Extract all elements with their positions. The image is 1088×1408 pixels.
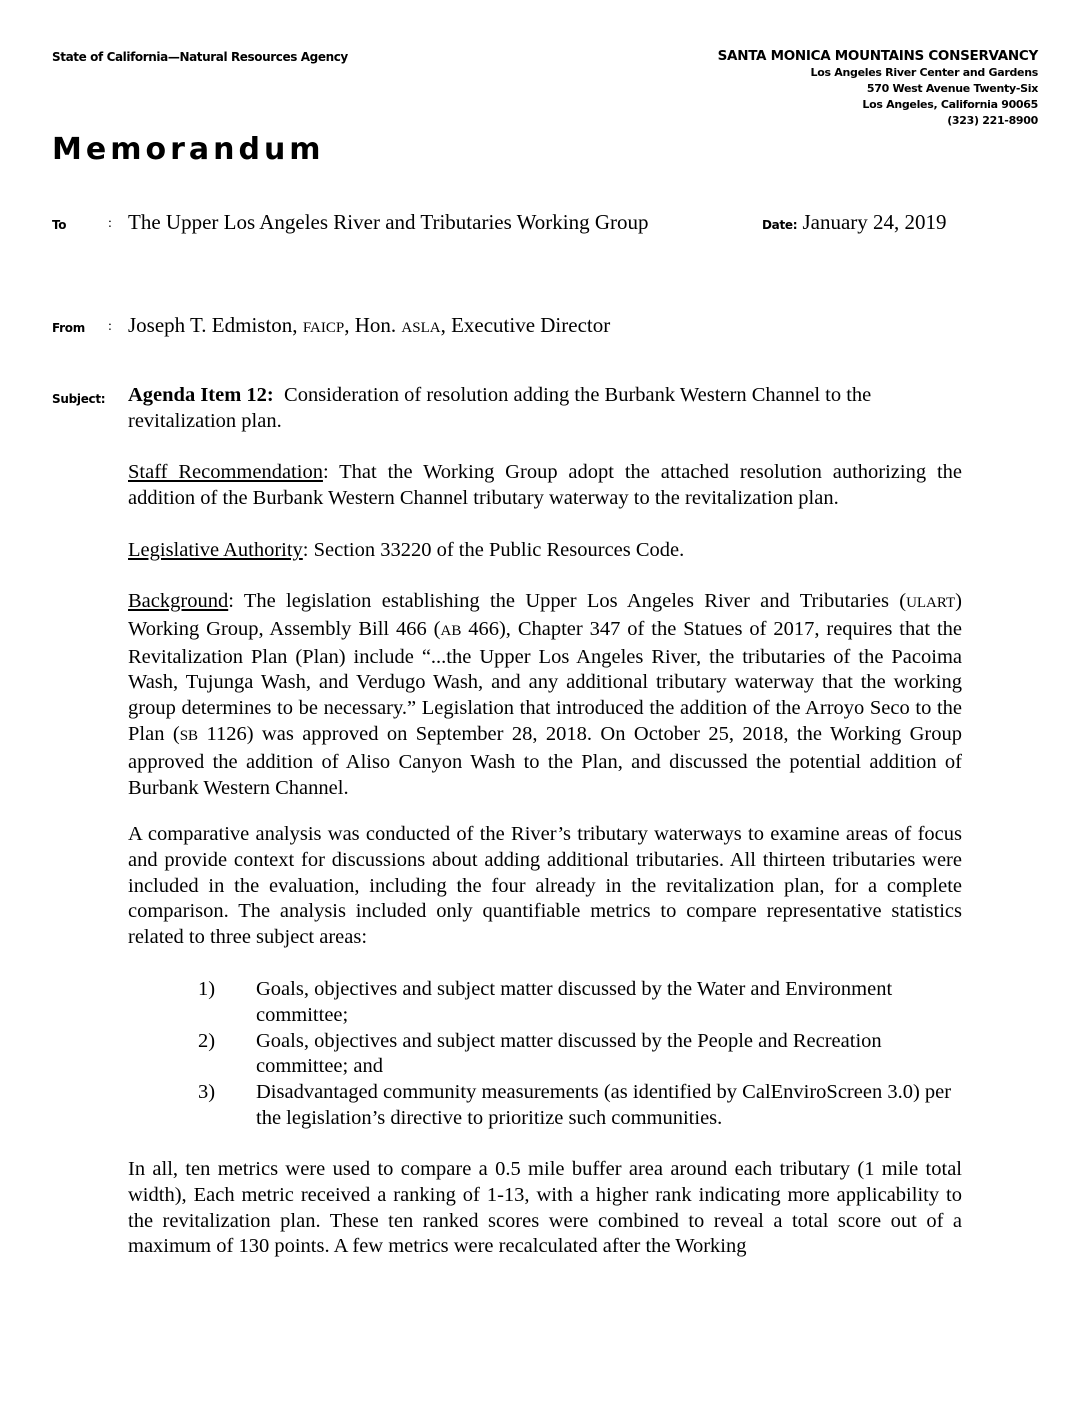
- from-hon: , Hon.: [344, 313, 397, 337]
- ab-abbrev: AB: [440, 622, 462, 639]
- subject-label: Subject:: [52, 392, 106, 406]
- metrics-paragraph: In all, ten metrics were used to compare a 0.5 mile buffer area around each tributary (1 mile total width), Each metric received a ranking of 1-13, with a higher rank indicating more applicability to the revitalization plan. These ten ranked scores were combined to reveal a total score out of a maximum of 130 points. A few metrics were recalculated after the Working: [128, 1158, 962, 1258]
- list-number: 3): [198, 1081, 216, 1104]
- date-value: January 24, 2019: [802, 210, 947, 234]
- from-name: Joseph T. Edmiston,: [128, 313, 298, 337]
- background-text-3: 466), Chapter 347 of the Statues of 2017, requires that the Revitalization Plan (Plan) include “...the Upper Los Angeles River, the tributaries of the Pacoima Wash, Tujunga Wash, and Verdugo Wash, and any additional tributary waterway that the working group determines to be necessary.” Legislation that introduced the addition of the Arroyo Seco to the Plan (: [128, 617, 962, 745]
- ulart-abbrev: ULART: [906, 595, 956, 611]
- subject-areas-list: [198, 977, 962, 1132]
- staff-recommendation: [128, 460, 962, 512]
- background-text-2: ) Working Group, Assembly Bill 466 (: [128, 590, 962, 640]
- legislative-authority: [128, 538, 962, 564]
- analysis-paragraph: A comparative analysis was conducted of the River’s tributary waterways to examine areas of focus and provide context for discussions about adding additional tributaries. All thirteen tributaries were included in the evaluation, including the four already in the revitalization plan, for a complete comparison. The analysis included only quantifiable metrics to compare representative statistics related to three subject areas:: [128, 823, 962, 949]
- list-item: [198, 1029, 962, 1081]
- list-item: [198, 1080, 962, 1132]
- to-label: To: [52, 218, 67, 232]
- background-paragraph: [128, 589, 962, 801]
- to-colon: :: [108, 216, 112, 231]
- address-line-2: 570 West Avenue Twenty-Six: [866, 82, 1038, 95]
- page-title: Memorandum: [52, 132, 325, 167]
- legislative-authority-label: Legislative Authority: [128, 539, 303, 561]
- address-line-1: Los Angeles River Center and Gardens: [810, 66, 1038, 79]
- list-item: [198, 977, 962, 1029]
- background-text-1: : The legislation establishing the Upper Los Angeles River and Tributaries (: [228, 590, 907, 612]
- agenda-item: Agenda Item 12:: [128, 384, 274, 406]
- background-text-4: 1126) was approved on September 28, 2018. On October 25, 2018, the Working Group approved the addition of Aliso Canyon Wash to the Plan, and discussed the potential addition of Burbank Western Channel.: [128, 722, 962, 799]
- staff-recommendation-text: : That the Working Group adopt the attached resolution authorizing the addition of the Burbank Western Channel tributary waterway to the revitalization plan.: [128, 461, 962, 509]
- list-number: 2): [198, 1029, 216, 1052]
- date-label: Date:: [762, 218, 798, 232]
- list-text: Goals, objectives and subject matter discussed by the People and Recreation committee; and: [256, 1029, 882, 1078]
- sb-abbrev: SB: [179, 727, 199, 744]
- list-number: 1): [198, 978, 216, 1000]
- from-role: , Executive Director: [440, 313, 611, 337]
- phone-number: (323) 221-8900: [947, 114, 1038, 127]
- credential-asla: ASLA: [401, 320, 441, 336]
- date-row: [762, 210, 947, 235]
- address-line-3: Los Angeles, California 90065: [862, 98, 1038, 111]
- list-text: Disadvantaged community measurements (as identified by CalEnviroScreen 3.0) per the legislation’s directive to prioritize such communities.: [256, 1081, 952, 1129]
- background-label: Background: [128, 590, 229, 612]
- credential-faicp: FAICP: [302, 320, 345, 336]
- org-name: SANTA MONICA MOUNTAINS CONSERVANCY: [717, 48, 1038, 64]
- to-value: The Upper Los Angeles River and Tributaries Working Group: [128, 210, 649, 234]
- from-label: From: [52, 321, 85, 335]
- subject-text: [128, 383, 962, 435]
- staff-recommendation-label: Staff Recommendation: [128, 461, 323, 483]
- list-text: Goals, objectives and subject matter discussed by the Water and Environment committee;: [256, 978, 893, 1026]
- from-value: [128, 313, 610, 338]
- legislative-authority-text: : Section 33220 of the Public Resources Code.: [302, 539, 685, 561]
- letterhead-org: [718, 48, 1038, 129]
- agency-name: State of California—Natural Resources Agency: [52, 50, 348, 64]
- subject-description: Consideration of resolution adding the Burbank Western Channel to the revitalization plan.: [128, 384, 872, 432]
- from-colon: :: [108, 319, 112, 334]
